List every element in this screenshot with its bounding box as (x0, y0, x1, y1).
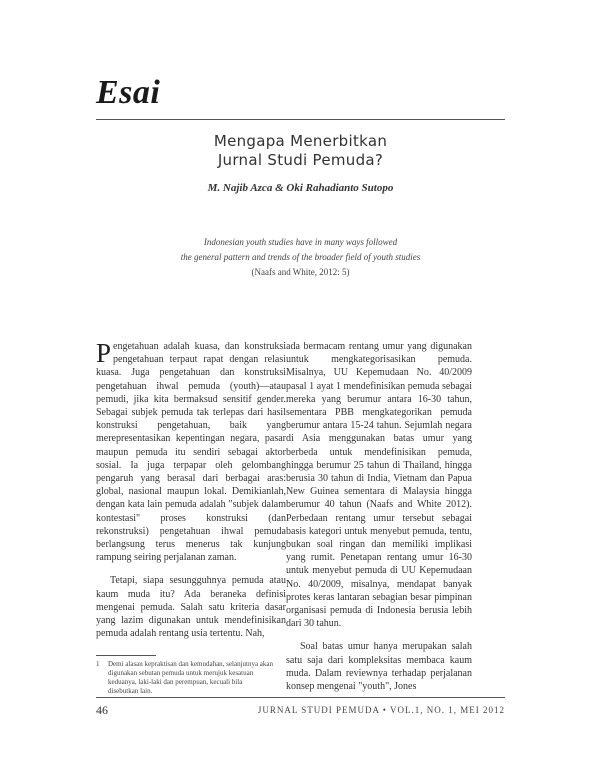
footnote-rule (96, 655, 156, 656)
title-line-2: Jurnal Studi Pemuda? (217, 151, 384, 169)
journal-info: JURNAL STUDI PEMUDA • VOL.1, NO. 1, MEI 2012 (257, 705, 505, 715)
article-title (96, 132, 505, 170)
footnote-text: Demi alasan kepraktisan dan kemudahan, selanjutnya akan digunakan sebutan pemuda untuk merujuk kesatuan keduanya, laki-laki dan perempuan, kecuali bila disebutkan lain. (108, 660, 274, 695)
body-column-right (286, 340, 472, 693)
footnote-number: 1 (96, 660, 100, 668)
paragraph: Tetapi, siapa sesungguhnya pemuda atau kaum muda itu? Ada beraneka definisi mengenai pemuda. Salah satu kriteria dasar yang lazim digunakan untuk mendefinisikan pemuda adalah rentang usia tertentu. Nah, (96, 575, 286, 640)
paragraph (96, 340, 286, 564)
body-column-left (96, 340, 286, 640)
footnote (96, 660, 274, 696)
authors: M. Najib Azca & Oki Rahadianto Sutopo (207, 182, 394, 194)
section-label: Esai (96, 74, 161, 111)
paragraph: Soal batas umur hanya merupakan salah satu saja dari kompleksitas membaca kaum muda. Dalam reviewnya terhadap perjalanan konsep mengenai "youth", Jones (286, 641, 472, 693)
top-rule (96, 119, 505, 120)
epigraph-line-2: the general pattern and trends of the broader field of youth studies (180, 252, 421, 262)
drop-cap: P (96, 338, 112, 368)
epigraph (96, 235, 505, 280)
bottom-rule (96, 697, 505, 698)
title-line-1: Mengapa Menerbitkan (213, 132, 388, 150)
epigraph-line-1: Indonesian youth studies have in many ways followed (203, 237, 398, 247)
paragraph-text: engetahuan adalah kuasa, dan konstruksi pengetahuan terpaut rapat dengan relasi kuasa. Juga pengetahuan dan konstruksi pengetahuan ihwal pemuda (youth)—atau pemudi, jika kita bermaksud sensitif gender. Sebagai subjek pemuda tak terlepas dari hasil konstruksi pengetahuan, baik yang merepresentasikan kepentingan negara, pasar maupun pemuda itu sendiri sebagai aktor sosial. Ia juga terpapar oleh gelombang pengaruh yang berasal dari berbagai aras: global, nasional maupun lokal. Demikianlah, dengan kata lain pemuda adalah "subjek dalam kontestasi" proses konstruksi (dan rekonstruksi) pengetahuan ihwal pemuda berlangsung terus menerus tak kunjung rampung seiring perjalanan zaman. (96, 341, 286, 564)
paragraph: ada bermacam rentang umur yang digunakan untuk mengkategorisasikan pemuda. Misalnya, UU Kepemudaan No. 40/2009 pasal 1 ayat 1 mendefinisikan pemuda sebagai mereka yang berumur antara 16-30 tahun, sementara PBB mengkategorikan pemuda berumur antara 15-24 tahun. Sejumlah negara di Asia menggunakan batas umur yang berbeda untuk mendefinisikan pemuda, hingga berumur 25 tahun di Thailand, hingga berusia 30 tahun di India, Vietnam dan Papua New Guinea sementara di Malaysia hingga berumur 40 tahun (Naafs and White 2012). Perbedaan rentang umur tersebut sebagai basis kategori untuk menyebut pemuda, tentu, bukan soal ringan dan memiliki implikasi yang rumit. Penetapan rentang umur 16-30 untuk menyebut pemuda di UU Kepemudaan No. 40/2009, misalnya, mendapat banyak protes keras lantaran sebagian besar pimpinan organisasi pemuda di Indonesia berusia lebih dari 30 tahun. (286, 341, 472, 630)
page-number: 46 (96, 703, 108, 717)
epigraph-source: (Naafs and White, 2012: 5) (251, 267, 350, 277)
